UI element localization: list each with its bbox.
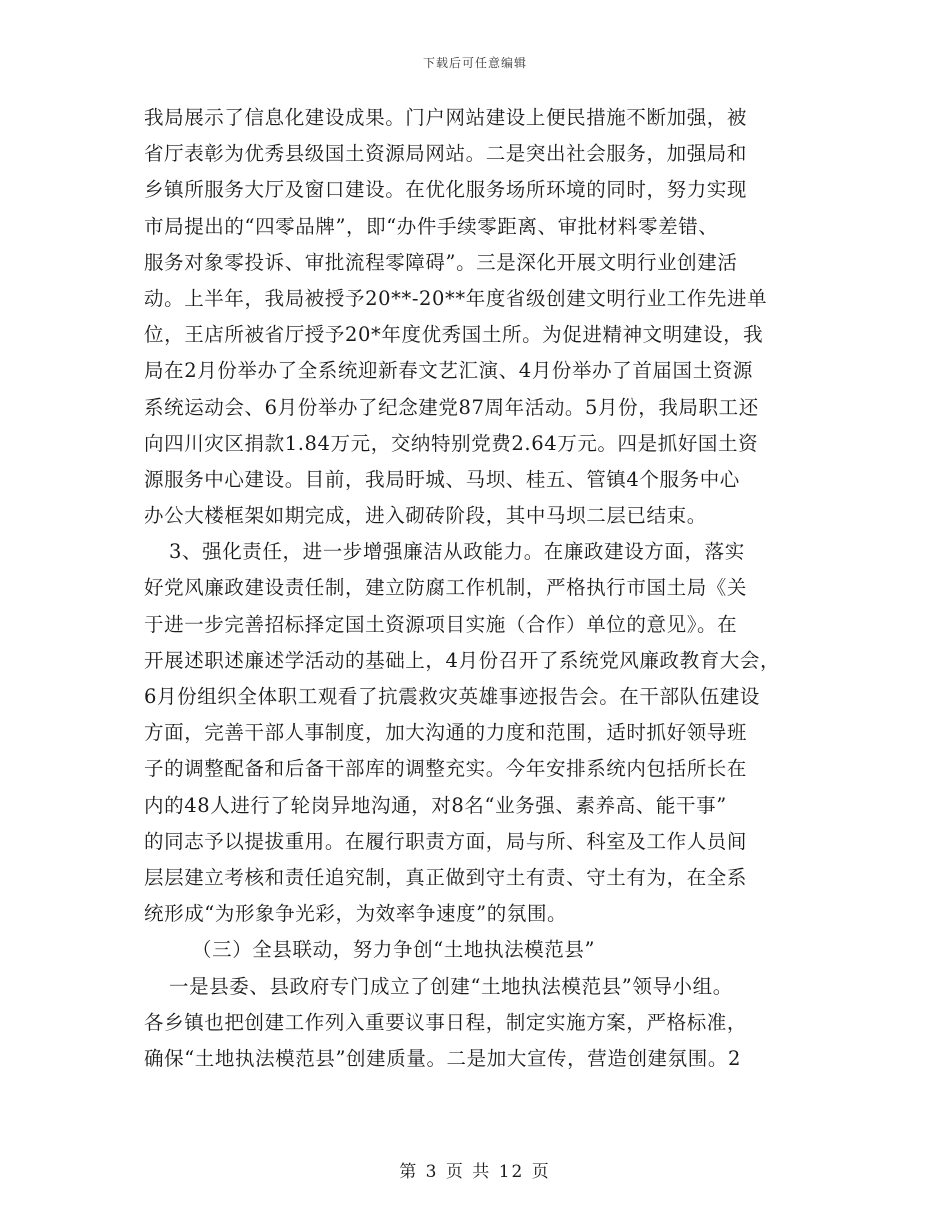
paragraph-line: 局在2月份举办了全系统迎新春文艺汇演、4月份举办了首届国土资源 — [144, 359, 753, 383]
paragraph-line: 内的48人进行了轮岗异地沟通，对8名“业务强、素养高、能干事” — [144, 793, 727, 817]
paragraph-line: 办公大楼框架如期完成，进入砌砖阶段，其中马坝二层已结束。 — [144, 504, 707, 528]
paragraph-line: 服务对象零投诉、审批流程零障碍”。三是深化开展文明行业创建活 — [144, 250, 738, 274]
paragraph-line: 我局展示了信息化建设成果。门户网站建设上便民措施不断加强，被 — [144, 106, 748, 129]
page-footer: 第 3 页 共 12 页 — [399, 1162, 551, 1182]
paragraph-line: 动。上半年，我局被授予20**-20**年度省级创建文明行业工作先进单 — [144, 286, 768, 310]
paragraph-line: 源服务中心建设。目前，我局盱城、马坝、桂五、管镇4个服务中心 — [144, 467, 740, 491]
paragraph-line: 向四川灾区捐款1.84万元，交纳特别党费2.64万元。四是抓好国土资 — [144, 431, 759, 455]
paragraph-line: 的同志予以提拔重用。在履行职责方面，局与所、科室及工作人员间 — [144, 829, 748, 853]
paragraph-line: 开展述职述廉述学活动的基础上，4月份召开了系统党风廉政教育大会， — [144, 648, 781, 672]
paragraph-line: 系统运动会、6月份举办了纪念建党87周年活动。5月份，我局职工还 — [144, 395, 759, 419]
paragraph-line: 一是县委、县政府专门成立了创建“土地执法模范县”领导小组。 — [169, 974, 733, 998]
section-heading: （三）全县联动，努力争创“土地执法模范县” — [192, 938, 596, 962]
paragraph-line: 统形成“为形象争光彩，为效率争速度”的氛围。 — [144, 902, 568, 926]
page-header: 下载后可任意编辑 — [422, 56, 527, 70]
paragraph-line: 省厅表彰为优秀县级国土资源局网站。二是突出社会服务，加强局和 — [144, 142, 748, 166]
paragraph-line: 方面，完善干部人事制度，加大沟通的力度和范围，适时抓好领导班 — [144, 721, 748, 745]
paragraph-line: 好党风廉政建设责任制，建立防腐工作机制，严格执行市国土局《关 — [144, 576, 748, 600]
paragraph-line: 乡镇所服务大厅及窗口建设。在优化服务场所环境的同时，努力实现 — [144, 178, 748, 202]
paragraph-line: 确保“土地执法模范县”创建质量。二是加大宣传，营造创建氛围。2 — [144, 1046, 741, 1070]
paragraph-line: 位，王店所被省厅授予20*年度优秀国土所。为促进精神文明建设，我 — [144, 323, 764, 347]
paragraph-line: 层层建立考核和责任追究制，真正做到守土有责、守土有为，在全系 — [144, 865, 748, 889]
document-body — [144, 100, 824, 1077]
paragraph-line: 各乡镇也把创建工作列入重要议事日程，制定实施方案，严格标准， — [144, 1010, 748, 1034]
paragraph-line: 于进一步完善招标择定国土资源项目实施（合作）单位的意见》。在 — [144, 612, 738, 636]
paragraph-line: 3、强化责任，进一步增强廉洁从政能力。在廉政建设方面，落实 — [169, 540, 745, 564]
paragraph-line: 市局提出的“四零品牌”，即“办件手续零距离、审批材料零差错、 — [144, 214, 719, 238]
paragraph-line: 子的调整配备和后备干部库的调整充实。今年安排系统内包括所长在 — [144, 757, 748, 781]
paragraph-line: 6月份组织全体职工观看了抗震救灾英雄事迹报告会。在干部队伍建设 — [144, 685, 761, 708]
